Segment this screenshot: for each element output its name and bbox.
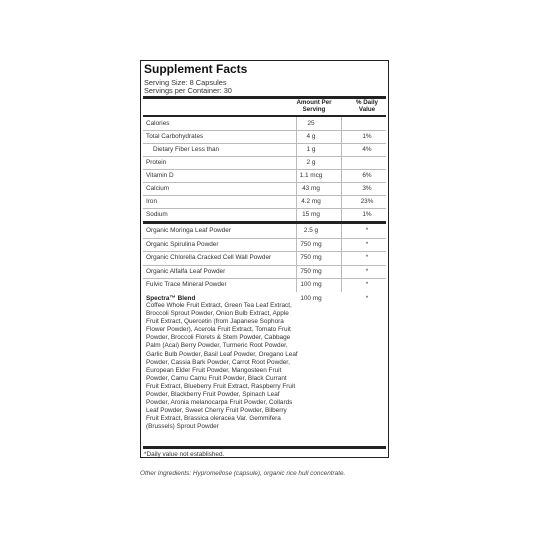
row-amount: 2 g xyxy=(306,159,316,166)
row-divider xyxy=(143,265,386,266)
row-daily-value: 4% xyxy=(362,146,372,153)
row-name: Protein xyxy=(146,159,167,166)
other-ingredients: Other Ingredients: Hypromellose (capsule), organic rice hull concentrate. xyxy=(140,470,346,477)
row-amount: 2.5 g xyxy=(303,227,319,234)
row-daily-value: * xyxy=(365,240,369,248)
row-divider xyxy=(143,130,386,131)
row-divider xyxy=(143,278,386,279)
row-daily-value: * xyxy=(365,267,369,275)
row-name: Calories xyxy=(146,120,170,127)
row-name: Vitamin D xyxy=(146,172,174,179)
row-divider xyxy=(143,169,386,170)
blend-amount: 100 mg xyxy=(300,295,322,302)
row-divider xyxy=(143,195,386,196)
row-daily-value: * xyxy=(365,227,369,234)
row-amount: 4 g xyxy=(306,133,316,140)
row-name: Organic Chlorella Cracked Cell Wall Powder xyxy=(146,254,272,262)
footnote: *Daily value not established. xyxy=(144,451,225,458)
row-divider xyxy=(143,208,386,209)
row-daily-value: 23% xyxy=(360,198,374,205)
row-amount: 1 g xyxy=(306,146,316,153)
row-amount: 15 mg xyxy=(302,211,320,218)
section-divider xyxy=(143,221,386,224)
row-daily-value: 1% xyxy=(362,133,372,140)
row-divider xyxy=(143,182,386,183)
row-daily-value: 6% xyxy=(362,172,372,179)
row-name: Sodium xyxy=(146,211,168,218)
row-name: Total Carbohydrates xyxy=(146,133,204,140)
blend-name: Spectra™ Blend xyxy=(146,295,196,302)
amount-per-serving-header: Amount Per Serving xyxy=(296,99,332,113)
row-name: Calcium xyxy=(146,185,170,192)
row-name: Iron xyxy=(146,198,158,205)
column-divider xyxy=(341,224,342,292)
row-divider xyxy=(143,143,386,144)
footer-divider xyxy=(143,446,386,449)
row-name: Organic Spirulina Powder xyxy=(146,240,219,248)
header-divider xyxy=(143,115,386,117)
row-divider xyxy=(143,251,386,252)
servings-per-container: Servings per Container: 30 xyxy=(144,86,232,95)
row-name: Organic Moringa Leaf Powder xyxy=(146,227,231,234)
row-amount: 750 mg xyxy=(300,267,322,275)
daily-value-header: % Daily Value xyxy=(355,99,378,113)
row-daily-value: * xyxy=(365,281,369,289)
serving-size: Serving Size: 8 Capsules xyxy=(144,78,227,87)
row-amount: 4.2 mg xyxy=(301,198,321,205)
supplement-facts-panel xyxy=(140,60,389,458)
row-amount: 100 mg xyxy=(300,281,322,289)
row-amount: 25 xyxy=(307,120,315,127)
row-amount: 750 mg xyxy=(300,254,322,262)
panel-title: Supplement Facts xyxy=(144,62,248,76)
blend-daily-value: * xyxy=(365,295,369,302)
row-divider xyxy=(143,156,386,157)
row-daily-value: 1% xyxy=(362,211,372,218)
row-amount: 1.1 mcg xyxy=(299,172,323,179)
row-daily-value: 3% xyxy=(362,185,372,192)
row-daily-value: * xyxy=(365,254,369,262)
row-name: Organic Alfalfa Leaf Powder xyxy=(146,267,226,275)
row-amount: 43 mg xyxy=(302,185,320,192)
row-amount: 750 mg xyxy=(300,240,322,248)
row-divider xyxy=(143,238,386,239)
row-name: Fulvic Trace Mineral Powder xyxy=(146,281,227,289)
blend-ingredients: Coffee Whole Fruit Extract, Green Tea Leaf Extract, Broccoli Sprout Powder, Onion Bulb Extract, Apple Fruit Extract, Quercetin (from Japanese Sophora Flower Powder), Acerola Fruit Extract, Tomato Fruit Powder, Broccoli Florets & Stem Powder, Cabbage Palm (Acai) Berry Powder, Turmeric Root Powder, Garlic Bulb Powder, Basil Leaf Powder, Oregano Leaf Powder, Cassia Bark Powder, Carrot Root Powder, European Elder Fruit Powder, Mangosteen Fruit Powder, Camu Camu Fruit Powder, Black Currant Fruit Extract, Blueberry Fruit Extract, Raspberry Fruit Powder, Blackberry Fruit Powder, Spinach Leaf Powder, Aronia melanocarpa Fruit Powder, Collards Leaf Powder, Sweet Cherry Fruit Powder, Bilberry Fruit Extract, Brassica oleracea Var. Gemmifera (Brussels) Sprout Powder xyxy=(146,302,298,431)
row-name: Dietary Fiber Less than xyxy=(153,146,220,153)
